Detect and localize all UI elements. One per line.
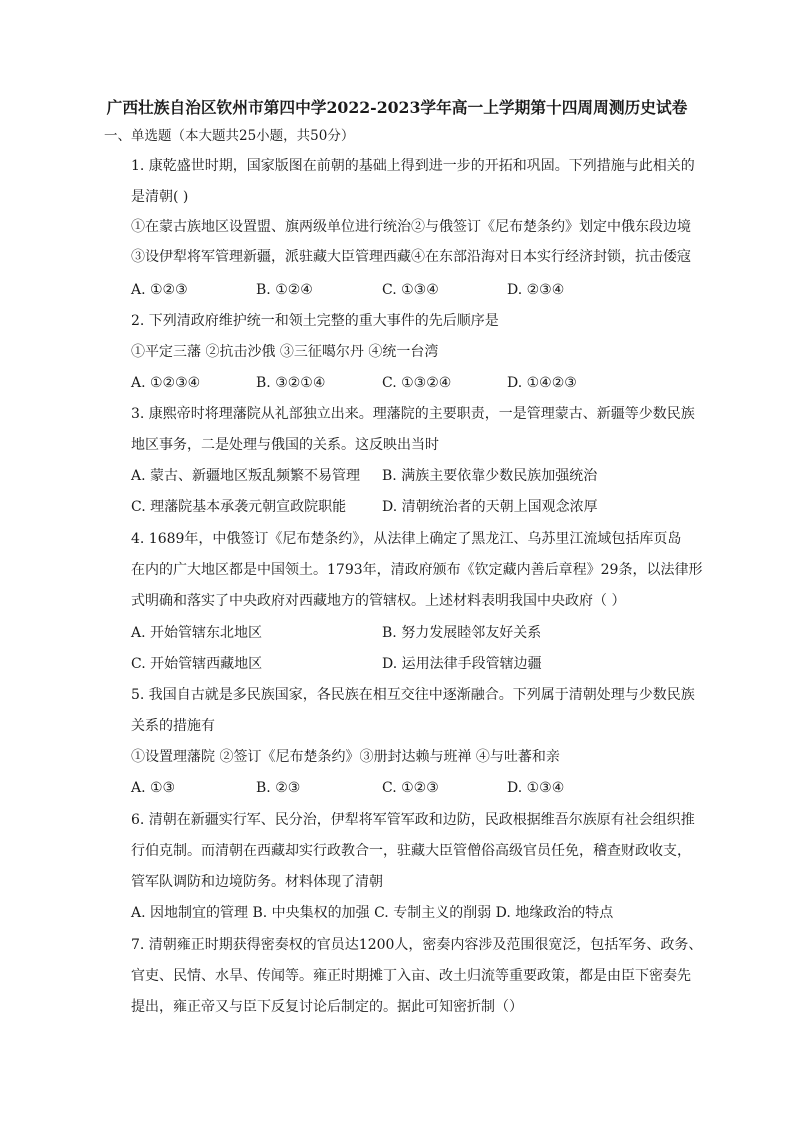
- question-1-stem-cont: 是清朝( ): [131, 189, 189, 205]
- question-1-option-b[interactable]: B. ①②④: [256, 282, 313, 298]
- question-1-statement: ③设伊犁将军管理新疆，派驻藏大臣管理西藏④在东部沿海对日本实行经济封锁，抗击倭寇: [131, 249, 691, 265]
- question-2-statement: ①平定三藩 ②抗击沙俄 ③三征噶尔丹 ④统一台湾: [131, 344, 439, 360]
- question-5-statement: ①设置理藩院 ②签订《尼布楚条约》③册封达赖与班禅 ④与吐蕃和亲: [131, 749, 560, 765]
- question-1-statement: ①在蒙古族地区设置盟、旗两级单位进行统治②与俄签订《尼布楚条约》划定中俄东段边境: [131, 219, 691, 235]
- question-7-stem-cont: 提出，雍正帝又与臣下反复讨论后制定的。据此可知密折制（）: [131, 999, 523, 1015]
- question-4-stem-cont: 在内的广大地区都是中国领土。1793年，清政府颁布《钦定藏内善后章程》29条，以法律形: [131, 562, 703, 578]
- question-2-option-a[interactable]: A. ①②③④: [131, 375, 201, 391]
- question-1-option-a[interactable]: A. ①②③: [131, 282, 188, 298]
- question-6-stem-cont: 管军队调防和边境防务。材料体现了清朝: [131, 874, 383, 890]
- question-5-option-d[interactable]: D. ①③④: [507, 780, 565, 796]
- question-3-option-d[interactable]: D. 清朝统治者的天朝上国观念浓厚: [382, 499, 598, 515]
- question-6-options[interactable]: A. 因地制宜的管理 B. 中央集权的加强 C. 专制主义的削弱 D. 地缘政治的特点: [131, 905, 614, 921]
- question-1-option-d[interactable]: D. ②③④: [507, 282, 565, 298]
- question-6-stem: 6. 清朝在新疆实行军、民分治，伊犁将军管军政和边防，民政根据维吾尔族原有社会组织推: [131, 812, 695, 828]
- question-4-option-b[interactable]: B. 努力发展睦邻友好关系: [382, 625, 542, 641]
- question-2-option-b[interactable]: B. ③②①④: [256, 375, 326, 391]
- question-1-stem: 1. 康乾盛世时期，国家版图在前朝的基础上得到进一步的开拓和巩固。下列措施与此相关的: [131, 158, 695, 174]
- question-4-option-a[interactable]: A. 开始管辖东北地区: [131, 625, 263, 641]
- question-5-option-c[interactable]: C. ①②③: [382, 780, 439, 796]
- question-3-stem: 3. 康熙帝时将理藩院从礼部独立出来。理藩院的主要职责，一是管理蒙古、新疆等少数民族: [131, 406, 695, 422]
- question-4-option-c[interactable]: C. 开始管辖西藏地区: [131, 656, 263, 672]
- question-5-option-a[interactable]: A. ①③: [131, 780, 176, 796]
- question-6-stem-cont: 行伯克制。而清朝在西藏却实行政教合一，驻藏大臣管僧俗高级官员任免，稽查财政收支，: [131, 843, 691, 859]
- question-4-stem: 4. 1689年，中俄签订《尼布楚条约》，从法律上确定了黑龙江、乌苏里江流域包括库页岛: [131, 531, 682, 547]
- question-5-option-b[interactable]: B. ②③: [256, 780, 301, 796]
- question-5-stem-cont: 关系的措施有: [131, 718, 215, 734]
- section-heading: 一、单选题（本大题共25小题，共50分）: [104, 128, 355, 144]
- question-4-option-d[interactable]: D. 运用法律手段管辖边疆: [382, 656, 542, 672]
- question-7-stem: 7. 清朝雍正时期获得密奏权的官员达1200人，密奏内容涉及范围很宽泛，包括军务、政务、: [131, 937, 703, 953]
- question-5-stem: 5. 我国自古就是多民族国家，各民族在相互交往中逐渐融合。下列属于清朝处理与少数民族: [131, 687, 695, 703]
- question-3-option-b[interactable]: B. 满族主要依靠少数民族加强统治: [382, 468, 598, 484]
- question-4-stem-cont: 式明确和落实了中央政府对西藏地方的管辖权。上述材料表明我国中央政府（ ）: [131, 593, 626, 609]
- question-2-option-d[interactable]: D. ①④②③: [507, 375, 577, 391]
- question-3-option-a[interactable]: A. 蒙古、新疆地区叛乱频繁不易管理: [131, 468, 361, 484]
- question-3-stem-cont: 地区事务，二是处理与俄国的关系。这反映出当时: [131, 437, 439, 453]
- question-3-option-c[interactable]: C. 理藩院基本承袭元朝宣政院职能: [131, 499, 347, 515]
- page-title: 广西壮族自治区钦州市第四中学2022-2023学年高一上学期第十四周周测历史试卷: [106, 98, 688, 117]
- question-1-option-c[interactable]: C. ①③④: [382, 282, 439, 298]
- question-2-option-c[interactable]: C. ①③②④: [382, 375, 452, 391]
- question-7-stem-cont: 官吏、民情、水旱、传闻等。雍正时期摊丁入亩、改土归流等重要政策，都是由臣下密奏先: [131, 968, 691, 984]
- question-2-stem: 2. 下列清政府维护统一和领土完整的重大事件的先后顺序是: [131, 313, 499, 329]
